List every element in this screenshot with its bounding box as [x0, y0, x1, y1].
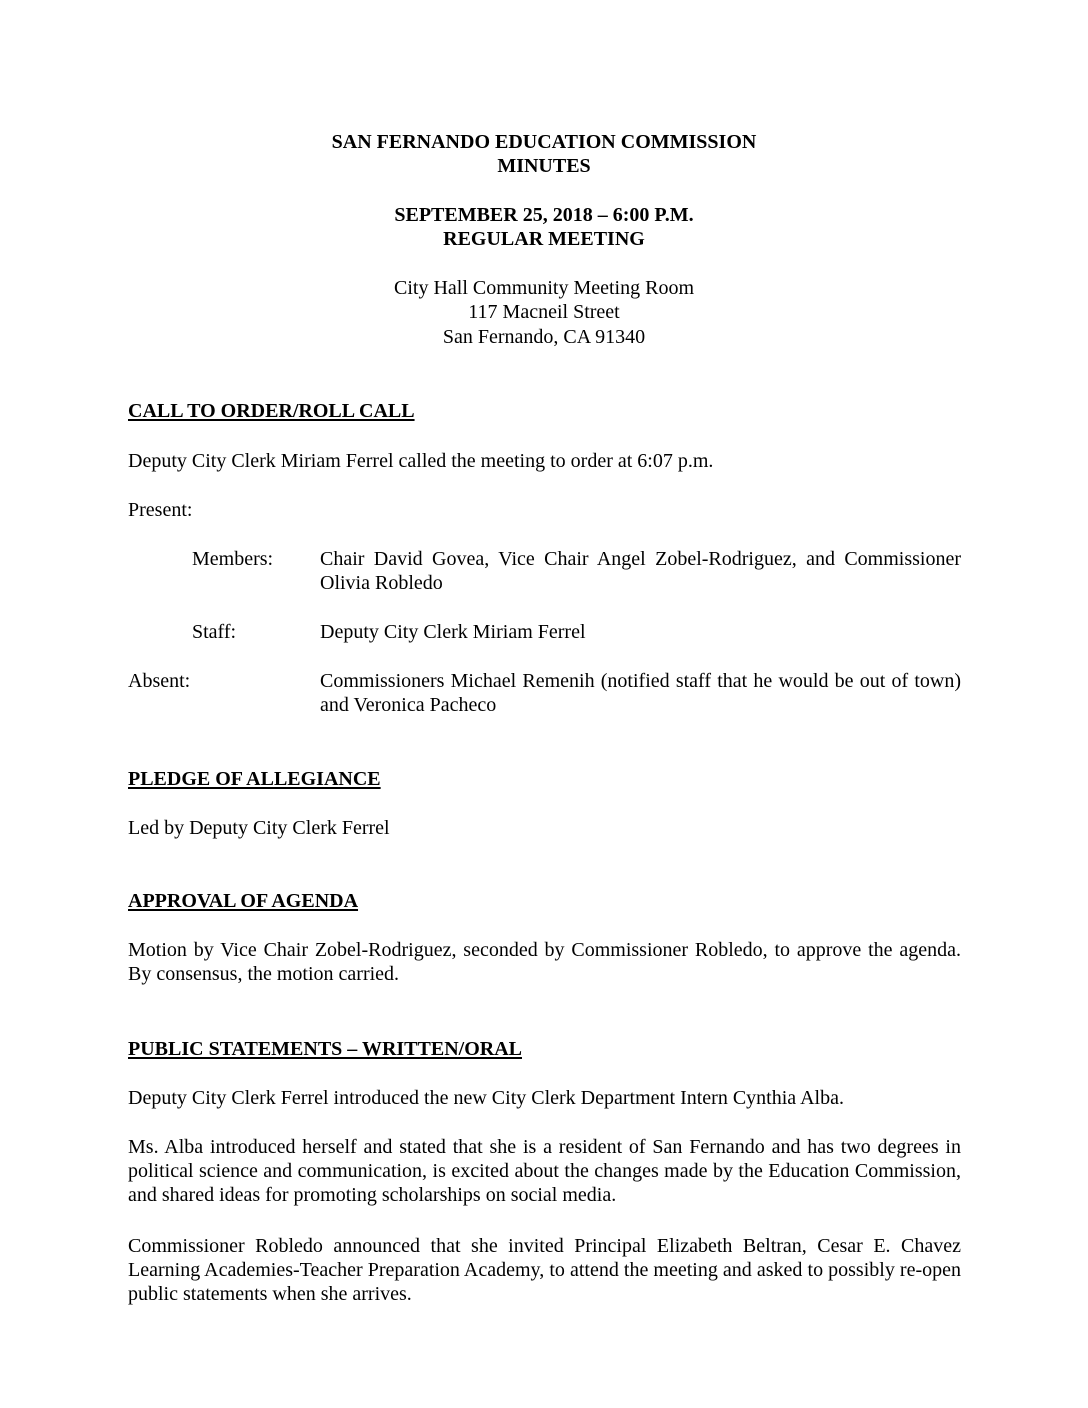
meeting-date: SEPTEMBER 25, 2018 – 6:00 P.M. [394, 204, 694, 226]
agenda-heading: APPROVAL OF AGENDA [128, 890, 359, 912]
public-statements-heading: PUBLIC STATEMENTS – WRITTEN/ORAL [128, 1038, 522, 1060]
call-to-order-text: Deputy City Clerk Miriam Ferrel called the meeting to order at 6:07 p.m. [128, 450, 714, 472]
members-text: Chair David Govea, Vice Chair Angel Zobel-Rodriguez, and Commissioner Olivia Robledo [320, 548, 961, 594]
pledge-heading: PLEDGE OF ALLEGIANCE [128, 768, 381, 790]
location-city: San Fernando, CA 91340 [442, 326, 646, 348]
public-statements-paragraph-1: Deputy City Clerk Ferrel introduced the new City Clerk Department Intern Cynthia Alba. [128, 1087, 844, 1109]
call-to-order-heading: CALL TO ORDER/ROLL CALL [128, 400, 415, 422]
members-label: Members: [192, 548, 274, 570]
staff-label: Staff: [192, 621, 237, 643]
absent-label: Absent: [128, 670, 191, 692]
public-statements-paragraph-2: Ms. Alba introduced herself and stated that she is a resident of San Fernando and has two degrees in political science and communication, is excited about the changes made by the Education Commission, and shared ideas for promoting scholarships on social media. [128, 1136, 961, 1206]
location-street: 117 Macneil Street [468, 301, 620, 323]
location-room: City Hall Community Meeting Room [394, 277, 694, 299]
pledge-text: Led by Deputy City Clerk Ferrel [128, 817, 390, 839]
staff-text: Deputy City Clerk Miriam Ferrel [320, 621, 586, 643]
meeting-type: REGULAR MEETING [443, 228, 645, 250]
document-title: SAN FERNANDO EDUCATION COMMISSION [331, 131, 757, 153]
document-subtitle: MINUTES [497, 155, 591, 177]
public-statements-paragraph-3: Commissioner Robledo announced that she invited Principal Elizabeth Beltran, Cesar E. Chavez Learning Academies-Teacher Preparation Academy, to attend the meeting and asked to possibly re-open public statements when she arrives. [128, 1235, 961, 1305]
absent-text: Commissioners Michael Remenih (notified staff that he would be out of town) and Veronica Pacheco [320, 670, 961, 716]
present-label: Present: [128, 499, 193, 521]
agenda-text: Motion by Vice Chair Zobel-Rodriguez, seconded by Commissioner Robledo, to approve the agenda. By consensus, the motion carried. [128, 939, 961, 985]
